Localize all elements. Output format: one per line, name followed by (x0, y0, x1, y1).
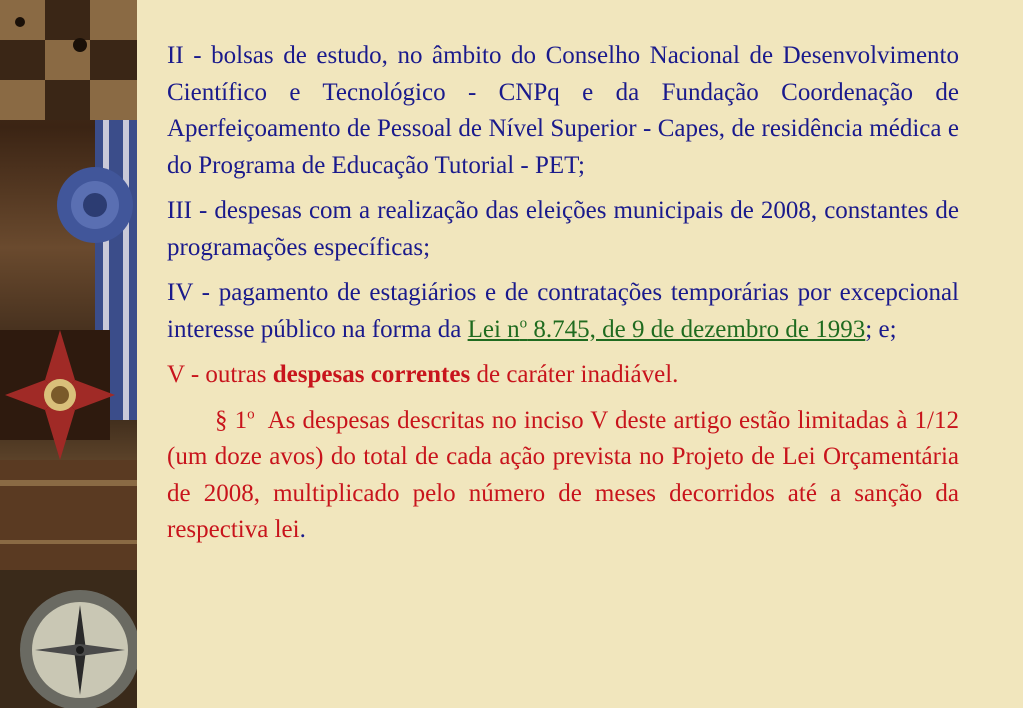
decorative-photo-strip (0, 0, 137, 708)
decorative-collage (0, 0, 137, 708)
paragraph-item-iii: III - despesas com a realização das eleições municipais de 2008, constantes de programações específicas; (167, 197, 959, 261)
section-superscript: o (247, 406, 255, 423)
document-body (167, 38, 966, 558)
law-link-text-a: Lei n (467, 315, 520, 343)
paragraph-item-ii: II - bolsas de estudo, no âmbito do Conselho Nacional de Desenvolvimento Científico e Tecnológico - CNPq e da Fundação Coordenação de Aperfeiçoamento de Pessoal de Nível Superior - Capes, de residência médica e do Programa de Educação Tutorial - PET; (167, 42, 959, 179)
compass-icon (0, 570, 137, 708)
cross-medal-icon (0, 330, 115, 460)
paragraph-section-1 (167, 403, 966, 549)
chessboard-icon (0, 0, 137, 120)
paragraph-item-iv (167, 275, 959, 348)
section-symbol: § 1 (215, 406, 248, 434)
section-1-text: As despesas descritas no inciso V deste artigo estão limitadas à 1/12 (um doze avos) do total de cada ação prevista no Projeto de Lei Orçamentária de 2008, multiplicado pelo número de meses decorridos até a sanção da respectiva lei (167, 406, 966, 543)
paragraph-item-v-bold: despesas correntes (272, 361, 471, 388)
paragraph-item-v-text: V - outras (167, 361, 273, 388)
paragraph-item-iv-end: ; e; (865, 315, 897, 343)
law-link-superscript: o (519, 315, 528, 332)
section-1-period: . (299, 516, 306, 543)
law-8745-link[interactable] (468, 316, 866, 343)
paragraph-item-iv-text: IV - pagamento de estagiários e de contratações temporárias por excepcional interesse público na forma da (167, 279, 959, 343)
paragraph-item-v (167, 357, 959, 394)
law-link-text-b: 8.745, de 9 de dezembro de 1993 (527, 315, 866, 343)
paragraph-item-v-end: de caráter inadiável. (470, 361, 679, 388)
